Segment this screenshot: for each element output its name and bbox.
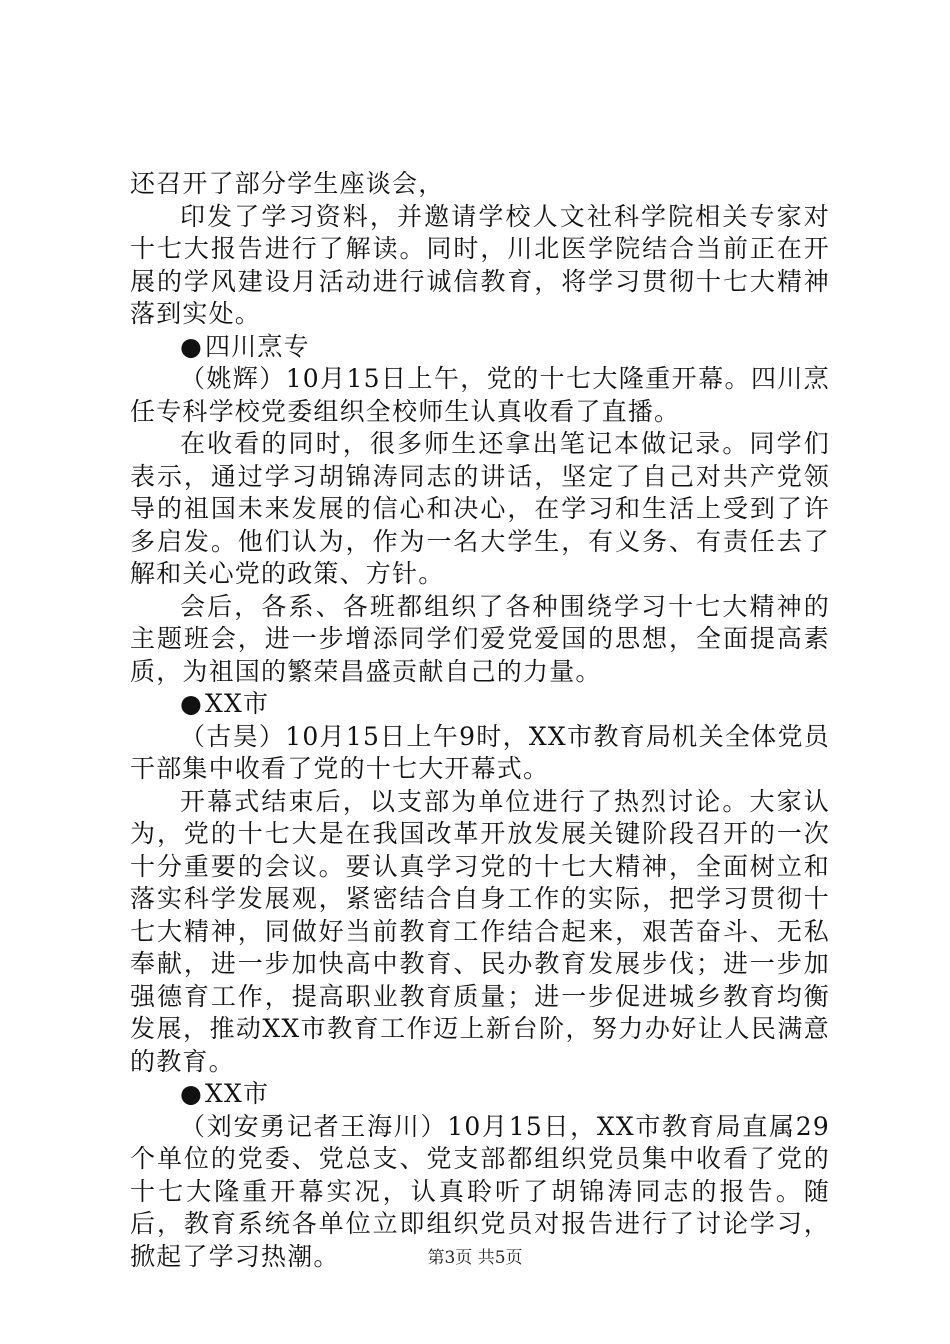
- paragraph-2: 印发了学习资料，并邀请学校人文社科学院相关专家对十七大报告进行了解读。同时，川北医学院结合当前正在开展的学风建设月活动进行诚信教育，将学习贯彻十七大精神落到实处。: [130, 201, 830, 328]
- section-heading-sichuan-pengzhuan: [130, 331, 830, 364]
- paragraph-11: （刘安勇记者王海川）10月15日，XX市教育局直属29个单位的党委、党总支、党支部都组织党员集中收看了党的十七大隆重开幕实况，认真聆听了胡锦涛同志的报告。随后，教育系统各单位立即组织党员对报告进行了讨论学习，掀起了学习热潮。: [130, 1111, 830, 1271]
- paragraph-4: （姚辉）10月15日上午，党的十七大隆重开幕。四川烹任专科学校党委组织全校师生认真收看了直播。: [130, 364, 830, 426]
- paragraph-5: 在收看的同时，很多师生还拿出笔记本做记录。同学们表示，通过学习胡锦涛同志的讲话，坚定了自己对共产党领导的祖国未来发展的信心和决心，在学习和生活上受到了许多启发。他们认为，作为一名大学生，有义务、有责任去了解和关心党的政策、方针。: [130, 429, 830, 588]
- section-heading-label: 四川烹专: [205, 331, 310, 361]
- paragraph-6: 会后，各系、各班都组织了各种围绕学习十七大精神的主题班会，进一步增添同学们爱党爱国的思想，全面提高素质，为祖国的繁荣昌盛贡献自己的力量。: [130, 591, 830, 686]
- paragraph-9: 开幕式结束后，以支部为单位进行了热烈讨论。大家认为，党的十七大是在我国改革开放发展关键阶段召开的一次十分重要的会议。要认真学习党的十七大精神，全面树立和落实科学发展观，紧密结合自身工作的实际，把学习贯彻十七大精神，同做好当前教育工作结合起来，艰苦奋斗、无私奉献，进一步加快高中教育、民办教育发展步伐；进一步加强德育工作，提高职业教育质量；进一步促进城乡教育均衡发展，推动XX市教育工作迈上新台阶，努力办好让人民满意的教育。: [130, 786, 830, 1076]
- section-heading-xx-city-1: [130, 688, 830, 721]
- section-heading-xx-city-2: [130, 1078, 830, 1111]
- document-body: [130, 168, 830, 1273]
- section-heading-label: XX市: [205, 1079, 270, 1108]
- bullet-icon: ●: [180, 1079, 204, 1108]
- section-heading-label: XX市: [205, 689, 270, 718]
- bullet-icon: ●: [180, 689, 204, 718]
- page-footer: 第3页 共5页: [427, 1248, 523, 1268]
- paragraph-8: （古昊）10月15日上午9时，XX市教育局机关全体党员干部集中收看了党的十七大开幕式。: [130, 721, 830, 783]
- paragraph-1: 还召开了部分学生座谈会，: [130, 169, 445, 198]
- bullet-icon: ●: [180, 331, 204, 361]
